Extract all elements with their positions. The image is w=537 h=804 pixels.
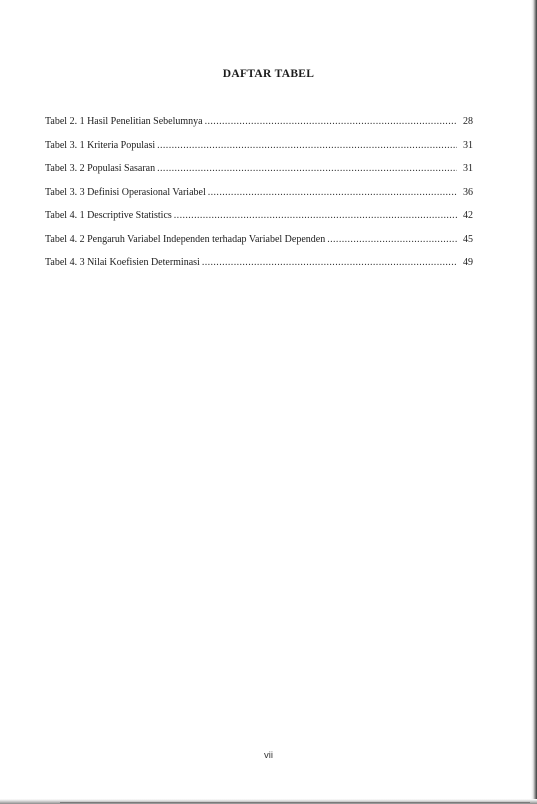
toc-entry-label: Tabel 4. 3 Nilai Koefisien Determinasi [45, 257, 200, 268]
toc-entry [45, 234, 473, 258]
toc-entry-label: Tabel 3. 1 Kriteria Populasi [45, 139, 156, 151]
dot-leader [157, 140, 457, 151]
dot-leader [208, 187, 457, 198]
toc-entry [45, 140, 473, 164]
toc-entry [45, 163, 473, 187]
toc-entry-page: 31 [463, 163, 473, 174]
toc-entry [45, 187, 473, 211]
scan-edge-line [60, 802, 530, 803]
dot-leader [157, 163, 457, 174]
toc-entry-label: Tabel 2. 1 Hasil Penelitian Sebelumnya [45, 116, 203, 127]
toc-entry [45, 116, 473, 140]
toc-entry [45, 257, 473, 281]
toc-entry-label: Tabel 3. 2 Populasi Sasaran [45, 163, 156, 174]
dot-leader [327, 234, 457, 245]
page-title: DAFTAR TABEL [222, 68, 315, 80]
scan-edge-right [531, 0, 537, 804]
toc-entry-label: Tabel 4. 2 Pengaruh Variabel Independen terhadap Variabel Dependen [45, 233, 326, 245]
toc-entry-page: 45 [463, 233, 473, 245]
dot-leader [174, 210, 457, 221]
toc-entry-page: 49 [463, 257, 473, 268]
toc-entry-page: 31 [463, 139, 473, 151]
dot-leader [202, 257, 457, 268]
table-of-tables [45, 116, 473, 281]
toc-entry-page: 28 [463, 116, 473, 127]
toc-entry-label: Tabel 4. 1 Descriptive Statistics [45, 210, 172, 221]
toc-entry-label: Tabel 3. 3 Definisi Operasional Variabel [45, 186, 206, 198]
dot-leader [205, 116, 457, 127]
toc-entry-page: 42 [463, 210, 473, 221]
page-number: vii [264, 750, 273, 761]
toc-entry [45, 210, 473, 234]
toc-entry-page: 36 [463, 186, 473, 198]
